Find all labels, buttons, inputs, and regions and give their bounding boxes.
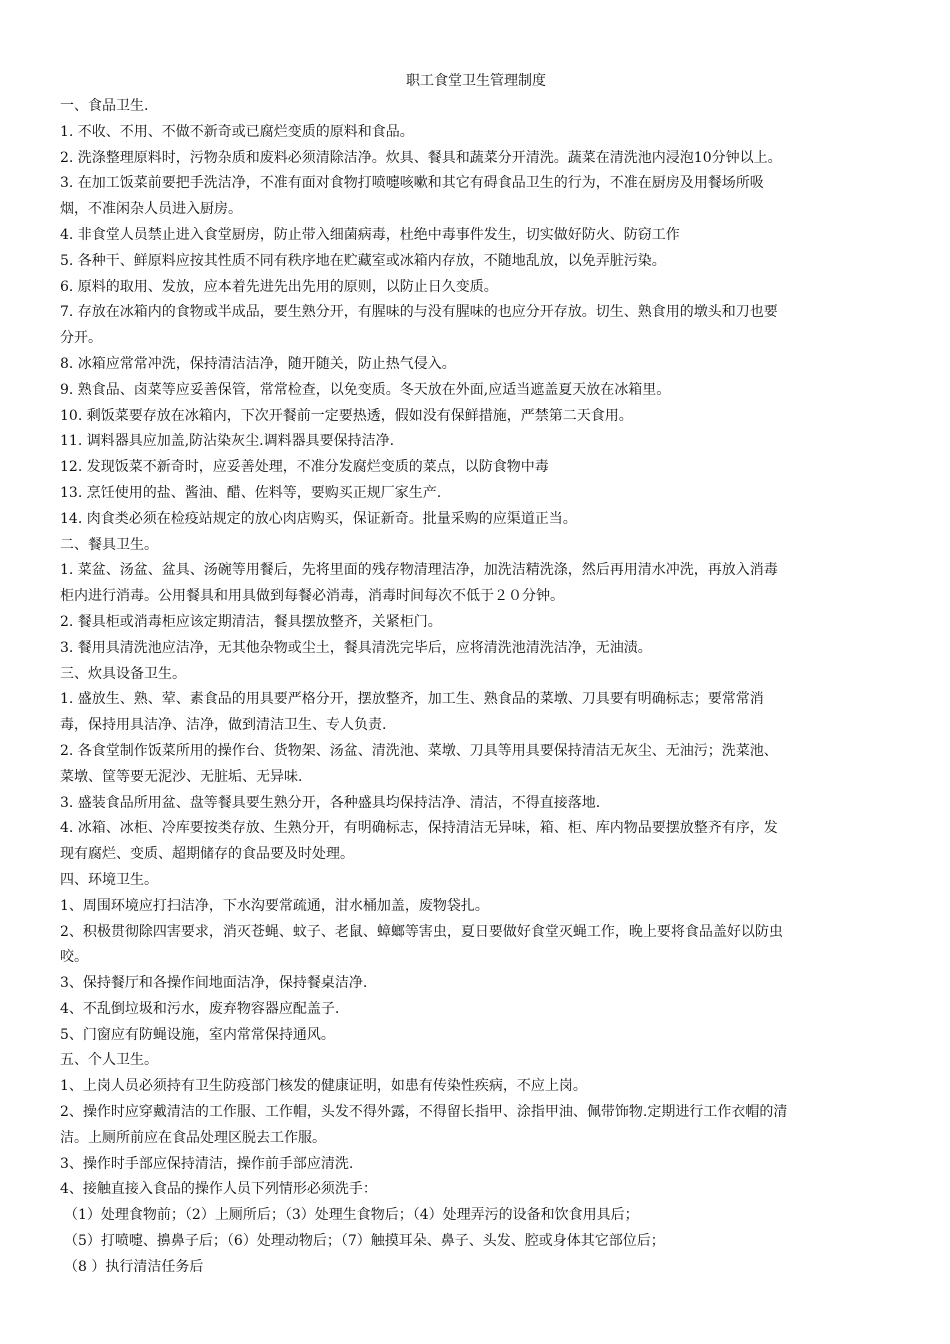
text-line: 5、门窗应有防蝇设施，室内常常保持通风。 xyxy=(60,1026,335,1043)
text-line: 2、积极贯彻除四害要求，消灭苍蝇、蚊子、老鼠、蟑螂等害虫，夏日要做好食堂灭蝇工作，晚上要将食品盖好以防虫 xyxy=(60,923,783,940)
text-line: 3. 餐用具清洗池应洁净，无其他杂物或尘土，餐具清洗完毕后，应将清洗池清洗洁净，无油渍。 xyxy=(60,639,652,656)
text-line: 菜墩、筐等要无泥沙、无脏垢、无异味. xyxy=(60,768,303,785)
text-line: 咬。 xyxy=(60,949,88,966)
document-body xyxy=(60,94,892,1281)
text-line: （1）处理食物前；（2）上厕所后；（3）处理生食物后；（4）处理弄污的设备和饮食用具后； xyxy=(64,1207,639,1224)
text-line: 洁。上厕所前应在食品处理区脱去工作服。 xyxy=(60,1129,326,1146)
text-line: 1. 盛放生、熟、荤、素食品的用具要严格分开，摆放整齐，加工生、熟食品的菜墩、刀具要有明确标志；要常常消 xyxy=(60,691,764,708)
text-line: 14. 肉食类必须在检疫站规定的放心肉店购买，保证新奇。批量采购的应渠道正当。 xyxy=(60,510,577,527)
text-line: 4、接触直接入食品的操作人员下列情形必须洗手： xyxy=(60,1181,377,1198)
text-line: 8. 冰箱应常常冲洗，保持清洁洁净，随开随关，防止热气侵入。 xyxy=(60,355,456,372)
text-line: （8 ）执行清洁任务后 xyxy=(64,1258,204,1275)
document-title: 职工食堂卫生管理制度 xyxy=(406,73,546,89)
text-line: 毒，保持用具洁净、洁净，做到清洁卫生、专人负责. xyxy=(60,717,387,734)
text-line: 柜内进行消毒。公用餐具和用具做到每餐必消毒，消毒时间每次不低于２０分钟。 xyxy=(60,588,564,605)
text-line: 11. 调料器具应加盖,防沾染灰尘.调料器具要保持洁净. xyxy=(60,433,395,450)
text-line: 一、食品卫生. xyxy=(60,98,149,114)
text-line: 4、不乱倒垃圾和污水，废弃物容器应配盖子. xyxy=(60,1000,340,1017)
text-line: 4. 非食堂人员禁止进入食堂厨房，防止带入细菌病毒，杜绝中毒事件发生，切实做好防火、防窃工作 xyxy=(60,226,680,243)
text-line: 3、操作时手部应保持清洁，操作前手部应清洗. xyxy=(60,1155,354,1172)
text-line: 3. 盛装食品所用盆、盘等餐具要生熟分开，各种盛具均保持洁净、清洁，不得直接落地. xyxy=(60,794,601,811)
text-line: 2、操作时应穿戴清洁的工作服、工作帽，头发不得外露，不得留长指甲、涂指甲油、佩带饰物.定期进行工作衣帽的清 xyxy=(60,1104,788,1121)
text-line: 3、保持餐厅和各操作间地面洁净，保持餐桌洁净. xyxy=(60,975,368,992)
text-line: 1. 不收、不用、不做不新奇或已腐烂变质的原料和食品。 xyxy=(60,123,414,140)
text-line: 二、餐具卫生。 xyxy=(60,536,158,553)
text-line: 12. 发现饭菜不新奇时，应妥善处理，不准分发腐烂变质的菜点，以防食物中毒 xyxy=(60,459,549,476)
text-line: 1、周围环境应打扫洁净，下水沟要常疏通，泔水桶加盖，废物袋扎。 xyxy=(60,897,489,914)
text-line: 5. 各种干、鲜原料应按其性质不同有秩序地在贮藏室或冰箱内存放，不随地乱放，以免弄脏污染。 xyxy=(60,252,666,269)
text-line: 3. 在加工饭菜前要把手洗洁净，不准有面对食物打喷嚏咳嗽和其它有碍食品卫生的行为，不准在厨房及用餐场所吸 xyxy=(60,175,764,192)
text-line: 6. 原料的取用、发放，应本着先进先出先用的原则，以防止日久变质。 xyxy=(60,278,498,295)
text-line: 13. 烹饪使用的盐、酱油、醋、佐料等，要购买正规厂家生产. xyxy=(60,484,442,501)
text-line: 烟，不准闲杂人员进入厨房。 xyxy=(60,201,242,218)
text-line: 分开。 xyxy=(60,330,102,347)
text-line: 2. 洗涤整理原料时，污物杂质和废料必须清除洁净。炊具、餐具和蔬菜分开清洗。蔬菜在清洗池内浸泡10分钟以上。 xyxy=(60,149,782,166)
text-line: 五、个人卫生。 xyxy=(60,1052,158,1069)
text-line: 10. 剩饭菜要存放在冰箱内，下次开餐前一定要热透，假如没有保鲜措施，严禁第二天食用。 xyxy=(60,407,633,424)
text-line: 7. 存放在冰箱内的食物或半成品，要生熟分开，有腥味的与没有腥味的也应分开存放。切生、熟食用的墩头和刀也要 xyxy=(60,304,778,321)
text-line: 4. 冰箱、冰柜、冷库要按类存放、生熟分开，有明确标志，保持清洁无异味，箱、柜、库内物品要摆放整齐有序，发 xyxy=(60,820,778,837)
text-line: 四、环境卫生。 xyxy=(60,871,158,888)
text-line: 三、炊具设备卫生。 xyxy=(60,665,186,682)
text-line: 1、上岗人员必须持有卫生防疫部门核发的健康证明，如患有传染性疾病，不应上岗。 xyxy=(60,1078,587,1095)
text-line: 2. 各食堂制作饭菜所用的操作台、货物架、汤盆、清洗池、菜墩、刀具等用具要保持清洁无灰尘、无油污；洗菜池、 xyxy=(60,742,778,759)
text-line: 9. 熟食品、卤菜等应妥善保管，常常检查，以免变质。冬天放在外面,应适当遮盖夏天放在冰箱里。 xyxy=(60,381,671,398)
text-line: （5）打喷嚏、擤鼻子后；（6）处理动物后；（7）触摸耳朵、鼻子、头发、腔或身体其它部位后； xyxy=(64,1233,665,1250)
text-line: 1. 菜盆、汤盆、盆具、汤碗等用餐后，先将里面的残存物清理洁净，加洗洁精洗涤，然后再用清水冲洗，再放入消毒 xyxy=(60,562,778,579)
text-line: 现有腐烂、变质、超期储存的食品要及时处理。 xyxy=(60,846,354,863)
text-line: 2. 餐具柜或消毒柜应该定期清洁，餐具摆放整齐，关紧柜门。 xyxy=(60,613,442,630)
